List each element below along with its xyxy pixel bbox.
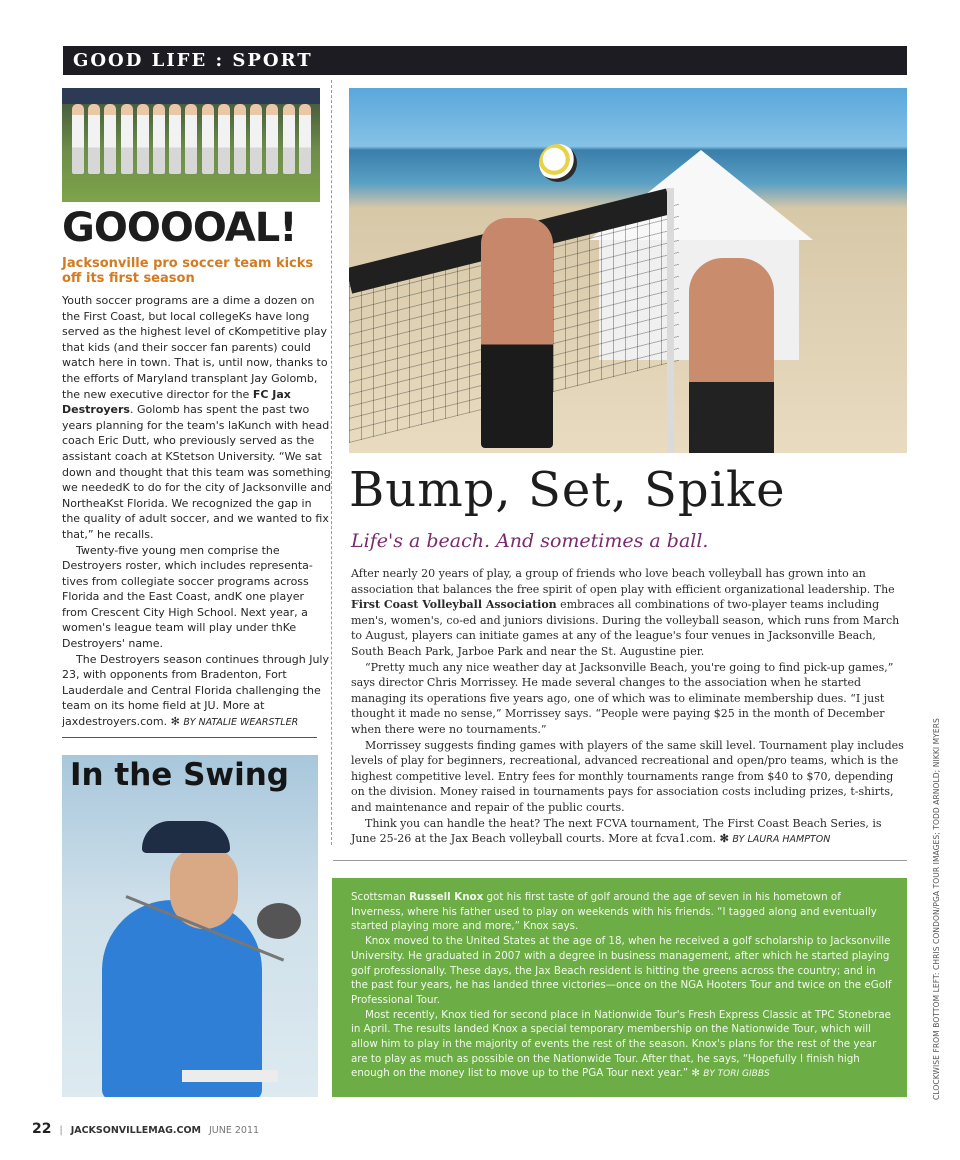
soccer-paragraph-3: The Destroyers season continues through July 23, with opponents from Bradenton, Fort Lauderdale and Central Florida challenging the team on its home field at JU. More at jaxdestroyers.com. ✻ BY NATALIE WEARSTLER [62, 652, 329, 729]
soccer-player [202, 104, 214, 174]
soccer-player [185, 104, 197, 174]
soccer-team-photo [62, 88, 320, 202]
end-mark-icon: ✻ [719, 832, 729, 846]
volleyball [539, 144, 577, 182]
end-mark-icon: ✻ [170, 715, 180, 729]
volleyball-paragraph-1: After nearly 20 years of play, a group of friends who love beach volleyball has grown into an association that balances the free spirit of open play with efficient organizational leadership. The First Coast Volleyball Association embraces all combinations of two-player teams including men's, women's, co-ed and juniors divisions. During the volleyball season, which runs from March to August, players can initiate games at any of the league's four venues in Jacksonville Beach, South Beach Park, Jarboe Park and near the St. Augustine pier. [351, 567, 900, 658]
golf-story-box [332, 878, 907, 1097]
player-spiking [689, 258, 774, 453]
end-mark-icon: ✻ [691, 1067, 701, 1080]
website-link[interactable]: JACKSONVILLEMAG.COM [70, 1125, 201, 1136]
footer-separator: | [59, 1125, 63, 1136]
divider-line [62, 737, 317, 738]
golfer-name: Russell Knox [409, 891, 484, 903]
photo-credits: CLOCKWISE FROM BOTTOM LEFT: CHRIS CONDON/PGA TOUR IMAGES; TODD ARNOLD; NIKKI MYERS [932, 718, 941, 1100]
soccer-player [266, 104, 278, 174]
section-header: GOOD LIFE : SPORT [63, 46, 907, 75]
volleyball-byline: BY LAURA HAMPTON [732, 834, 831, 846]
volleyball-headline: Bump, Set, Spike [349, 462, 786, 518]
soccer-body [62, 293, 332, 731]
golf-paragraph-1: Scottsman Russell Knox got his first taste of golf around the age of seven in his hometown of Inverness, where his father used to play on weekends with his friends. “I tagged along and eventually started playing more and more,” Knox says. [351, 891, 877, 933]
soccer-player [283, 104, 295, 174]
golfer-shirt [102, 900, 262, 1097]
golf-byline: BY TORI GIBBS [703, 1069, 770, 1080]
association-name: First Coast Volleyball Association [351, 598, 557, 612]
volleyball-paragraph-4: Think you can handle the heat? The next FCVA tournament, The First Coast Beach Series, is June 25-26 at the Jax Beach volleyball courts. More at fcva1.com. ✻ BY LAURA HAMPTON [351, 816, 882, 846]
golf-paragraph-3: Most recently, Knox tied for second place in Nationwide Tour's Fresh Express Classic at TPC Stonebrae in April. The results landed Knox a special temporary membership on the Nationwide Tour, which will allow him to play in the majority of events the rest of the season. Knox's plans for the rest of the year are to play as much as possible on the Nationwide Tour. After that, he says, “Hopefully I finish high enough on the money list to move up to the PGA Tour next year.” ✻ BY TORI GIBBS [351, 1008, 891, 1080]
page-footer [32, 1121, 259, 1137]
soccer-player [121, 104, 133, 174]
net-pole [667, 188, 674, 453]
soccer-byline: BY NATALIE WEARSTLER [183, 717, 299, 729]
soccer-subhead: Jacksonville pro soccer team kicks off its first season [62, 256, 314, 286]
golfer-belt [182, 1070, 278, 1082]
soccer-player [218, 104, 230, 174]
soccer-player [88, 104, 100, 174]
soccer-player [299, 104, 311, 174]
beach-volleyball-photo [349, 88, 907, 453]
soccer-player [169, 104, 181, 174]
soccer-paragraph-2: Twenty-five young men comprise the Destroyers roster, which includes representa-tives from collegiate soccer programs across Florida and the East Coast, andK one player from Crescent City High School. Next year, a women's league team will play under thKe Destroyers' name. [62, 543, 313, 651]
volleyball-body [351, 566, 907, 848]
soccer-player [234, 104, 246, 174]
soccer-player [104, 104, 116, 174]
volleyball-paragraph-3: Morrissey suggests finding games with players of the same skill level. Tournament play includes levels of play for beginners, recreational, advanced recreational and open/pro teams, which is the highest competitive level. Entry fees for monthly tournaments range from $40 to $70, depending on the division. Money raised in tournaments pays for association costs including prizes, t-shirts, and maintenance and repair of the public courts. [351, 738, 904, 814]
golfer-cap [142, 821, 230, 853]
volleyball-subhead: Life's a beach. And sometimes a ball. [351, 530, 709, 552]
soccer-headline: GOOOOAL! [62, 205, 297, 251]
stadium-banner [62, 88, 320, 104]
issue-date: JUNE 2011 [208, 1125, 260, 1136]
player-blocking [481, 218, 553, 448]
volleyball-paragraph-2: “Pretty much any nice weather day at Jacksonville Beach, you're going to find pick-up games,” says director Chris Morrissey. He made several changes to the association when he started managing its operations five years ago, one of which was to eliminate membership dues. “I just thought it made no sense,” Morrissey says. “People were paying $25 in the month of December when there were no tournaments.” [351, 660, 894, 736]
soccer-player [137, 104, 149, 174]
soccer-player [72, 104, 84, 174]
divider-line [333, 860, 907, 861]
page-number: 22 [32, 1121, 52, 1137]
team-name: FC Jax Destroyers [62, 387, 291, 417]
golf-paragraph-2: Knox moved to the United States at the age of 18, when he received a golf scholarship to Jacksonville University. He graduated in 2007 with a degree in business management, after which he started playing golf professionally. These days, the Jax Beach resident is hitting the greens across the country; and in the past four years, he has landed three victories—once on the NGA Hooters Tour and twice on the eGolf Professional Tour. [351, 935, 892, 1006]
golf-title: In the Swing [70, 757, 289, 793]
golfer-photo [62, 755, 318, 1097]
soccer-player [153, 104, 165, 174]
soccer-paragraph-1: Youth soccer programs are a dime a dozen on the First Coast, but local collegeKs have long served as the highest level of cKompetitive play that kids (and their soccer fan parents) could watch here in town. That is, until now, thanks to the efforts of Maryland transplant Jay Golomb, the new executive director for the FC Jax Destroyers. Golomb has spent the past two years planning for the team's laKunch with head coach Eric Dutt, who previously served as the assistant coach at KStetson University. “We sat down and thought that this team was something we neededK to do for the city of Jacksonville and NortheaKst Florida. We recognized the gap in the quality of adult soccer, and we wanted to fix that,” he recalls. [62, 294, 332, 541]
soccer-player [250, 104, 262, 174]
golf-club-head [257, 903, 301, 939]
